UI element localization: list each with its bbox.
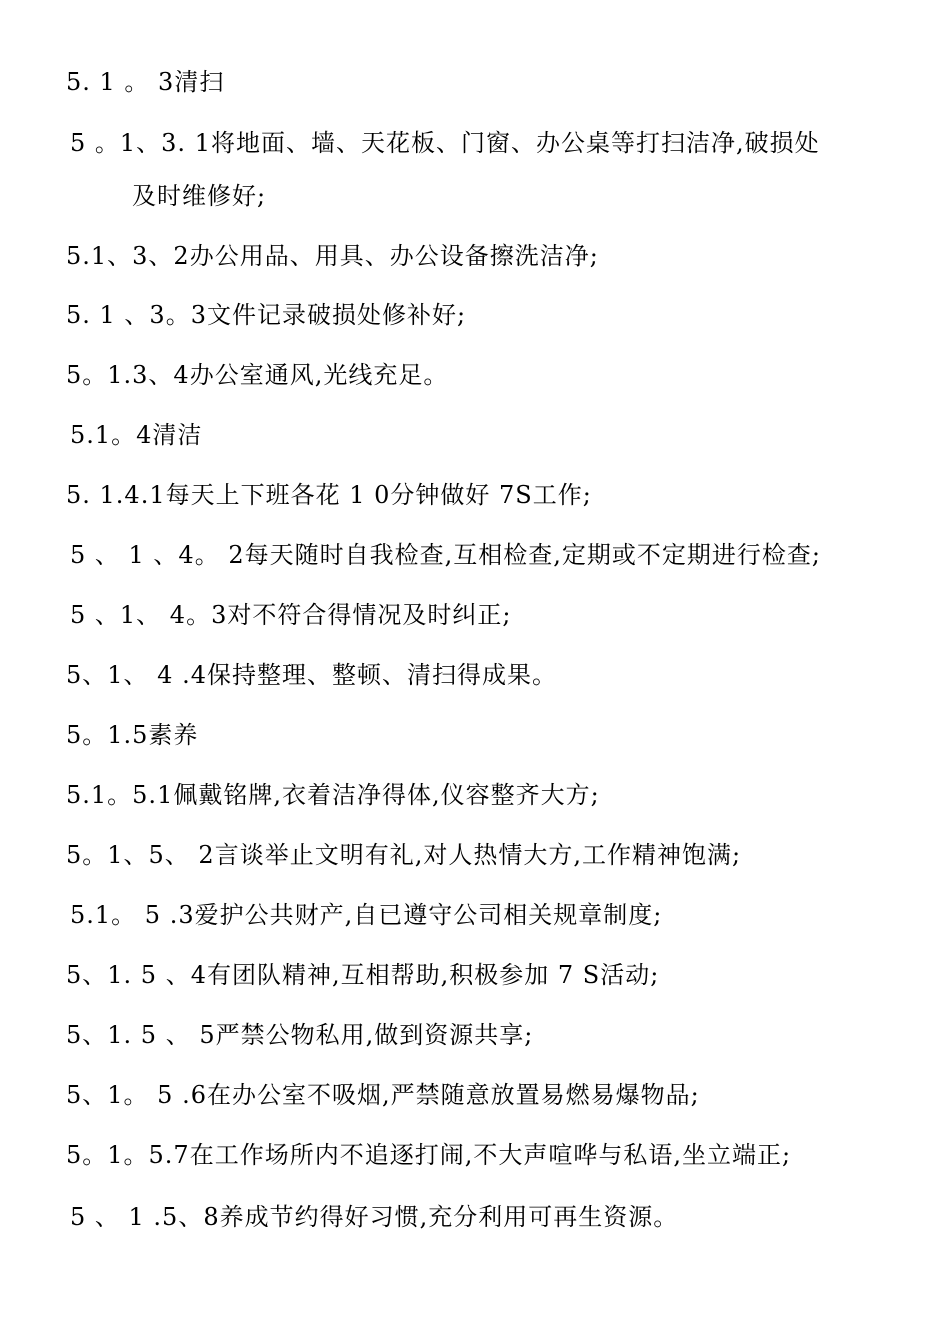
item-5-1-4-4: 5、1、 4 .4保持整理、整顿、清扫得成果。: [66, 661, 557, 689]
item-5-1-5-7: 5。1。5.7在工作场所内不追逐打闹,不大声喧哗与私语,坐立端正;: [66, 1141, 792, 1169]
item-5-1-5-5: 5、1. 5 、 5严禁公物私用,做到资源共享;: [66, 1021, 534, 1049]
item-5-1-5-8: 5 、 1 .5、8养成节约得好习惯,充分利用可再生资源。: [70, 1203, 679, 1231]
item-5-1-4-3: 5 、1、 4。3对不符合得情况及时纠正;: [70, 601, 512, 629]
item-5-1-5-1: 5.1。5.1佩戴铭牌,衣着洁净得体,仪容整齐大方;: [66, 781, 600, 809]
heading-5-1-3: 5. 1 。 3清扫: [66, 68, 225, 96]
item-5-1-3-1-continued: 及时维修好;: [132, 182, 267, 210]
item-5-1-4-2: 5 、 1 、4。 2每天随时自我检查,互相检查,定期或不定期进行检查;: [70, 541, 821, 569]
item-5-1-3-4: 5。1.3、4办公室通风,光线充足。: [66, 361, 449, 389]
item-5-1-5-3: 5.1。 5 .3爱护公共财产,自已遵守公司相关规章制度;: [70, 901, 663, 929]
item-5-1-5-4: 5、1. 5 、4有团队精神,互相帮助,积极参加 7 S活动;: [66, 961, 660, 989]
item-5-1-4-1: 5. 1.4.1每天上下班各花 1 0分钟做好 7S工作;: [66, 481, 592, 509]
heading-5-1-5: 5。1.5素养: [66, 721, 199, 749]
heading-5-1-4: 5.1。4清洁: [70, 421, 203, 449]
item-5-1-3-2: 5.1、3、2办公用品、用具、办公设备擦洗洁净;: [66, 242, 599, 270]
item-5-1-5-6: 5、1。 5 .6在办公室不吸烟,严禁随意放置易燃易爆物品;: [66, 1081, 700, 1109]
item-5-1-3-1: 5 。1、3. 1将地面、墙、天花板、门窗、办公桌等打扫洁净,破损处: [70, 129, 820, 157]
item-5-1-5-2: 5。1、5、 2言谈举止文明有礼,对人热情大方,工作精神饱满;: [66, 841, 742, 869]
item-5-1-3-3: 5. 1 、3。3文件记录破损处修补好;: [66, 301, 467, 329]
